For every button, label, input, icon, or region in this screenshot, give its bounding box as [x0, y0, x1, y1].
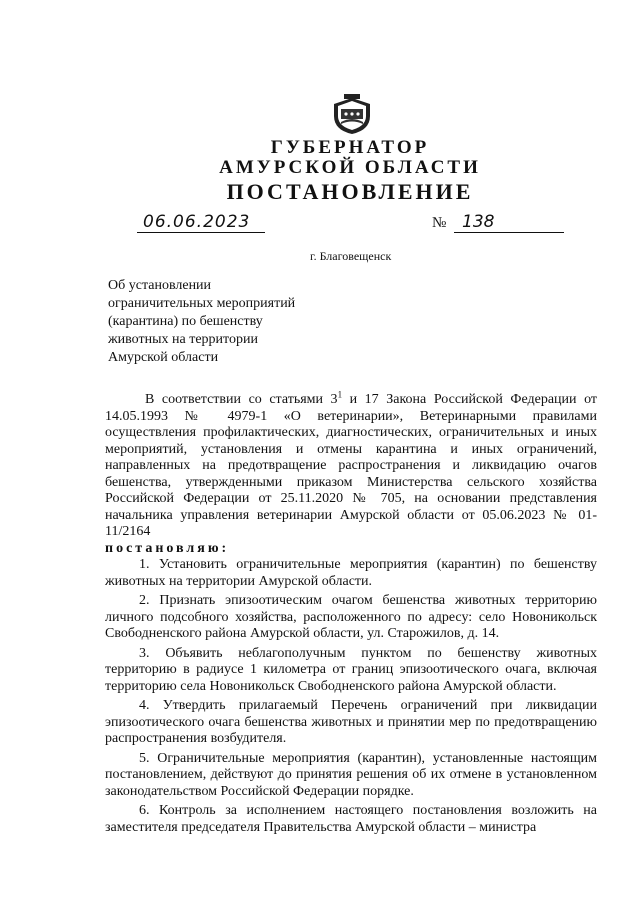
preamble-text-b: и 17 Закона Российской Федерации от 14.05.1993 № 4979-1 «О ветеринарии», Ветеринарными правилами осуществления профилактических, диагностических, ограничительных и иных мероприятий, установления и отмены карантина и иных ограничений, направленных на предотвращение распространения и ликвидацию очагов бешенства, утвержденными приказом Министерства сельского хозяйства Российской Федерации от 25.11.2020 № 705, на основании представления начальника управления ветеринарии Амурской области от 05.06.2023 № 01-11/2164 — [105, 392, 597, 539]
decree-item: 2. Признать эпизоотическим очагом бешенства животных территорию личного подсобного хозяйства, расположенного по адресу: село Новоникольск Свободненского района Амурской области, ул. Старожилов, д. 14. — [105, 593, 597, 641]
preamble-paragraph — [105, 389, 597, 541]
document-body — [105, 389, 597, 839]
subject-line: Об установлении — [108, 278, 212, 293]
header-title-governor: ГУБЕРНАТОР — [270, 137, 430, 158]
document-number: 138 — [454, 212, 564, 233]
subject-line: (карантина) по бешенству — [108, 314, 263, 329]
document-subject — [108, 277, 338, 367]
header-title-decree: ПОСТАНОВЛЕНИЕ — [226, 179, 474, 204]
document-city: г. Благовещенск — [310, 249, 392, 263]
subject-line: ограничительных мероприятий — [108, 296, 296, 311]
article-superscript: 1 — [337, 389, 343, 400]
subject-line: животных на территории — [108, 332, 258, 347]
document-date: 06.06.2023 — [137, 212, 265, 233]
decree-item: 6. Контроль за исполнением настоящего постановления возложить на заместителя председателя Правительства Амурской области – министра — [105, 803, 597, 835]
preamble-text-a: В соответствии со статьями 3 — [145, 392, 338, 407]
subject-line: Амурской области — [108, 350, 219, 365]
decree-word: постановляю: — [105, 540, 230, 556]
decree-item: 5. Ограничительные мероприятия (карантин), установленные настоящим постановлением, действуют до принятия решения об их отмене в установленном законодательством Российской Федерации порядке. — [105, 750, 597, 799]
decree-item: 3. Объявить неблагополучным пунктом по бешенству животных территорию в радиусе 1 километра от границ эпизоотического очага, включая территорию села Новоникольск Свободненского района Амурской области. — [105, 645, 597, 694]
decree-item: 1. Установить ограничительные мероприятия (карантин) по бешенству животных на территории Амурской области. — [105, 557, 597, 589]
decree-item: 4. Утвердить прилагаемый Перечень ограничений при ликвидации эпизоотического очага бешенства животных и принятии мер по предотвращению распространения возбудителя. — [105, 698, 597, 746]
amur-region-coat-of-arms-icon — [330, 92, 374, 136]
header-title-region: АМУРСКОЙ ОБЛАСТИ — [219, 157, 481, 178]
number-sign: № — [432, 215, 447, 231]
